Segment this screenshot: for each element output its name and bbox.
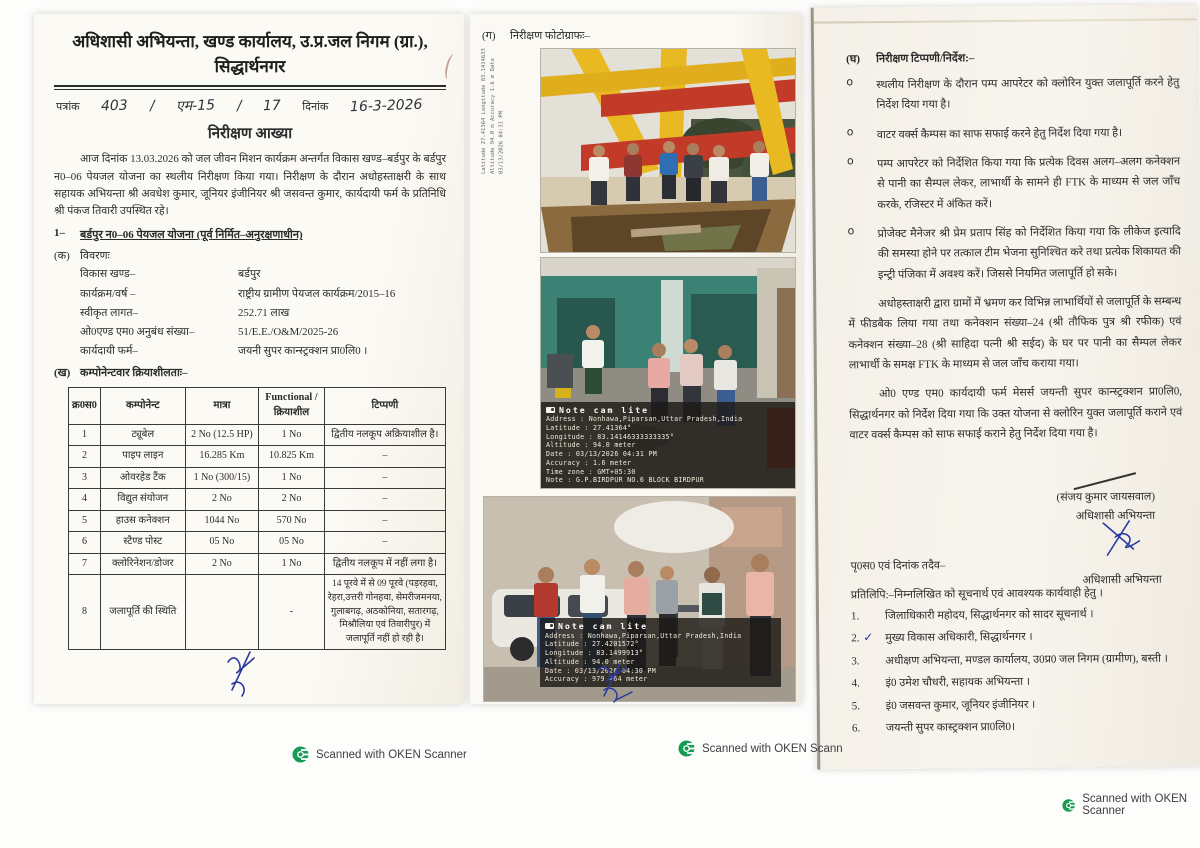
scanner-watermark-page3	[1062, 793, 1200, 817]
copy-item	[851, 628, 1184, 647]
section-c-label: (ग)	[482, 30, 496, 42]
oken-scanner-logo-icon	[1062, 797, 1075, 814]
detail-label: कार्यदायी फर्म–	[80, 345, 138, 358]
firm-directive-paragraph: ओ0 एण्ड एम0 कार्यदायी फर्म मेसर्स जयन्ती सुपर कान्स्ट्रक्शन प्रा0लि0, सिद्धार्थनगर को निर्देश दिया गया कि उक्त योजना से क्लोरिन युक्त जलापूर्ति कराने एवं वाटर वर्क्स कैम्पस को साफ सफाई कराने हेतु निर्देश दिया गया है।	[849, 385, 1183, 442]
table-row: 1 ट्यूबेल 2 No (12.5 HP) 1 No द्वितीय नलकूप अक्रियाशील है।	[69, 424, 446, 446]
scheme-title: बर्डपुर न0–06 पेयजल योजना (पूर्व निर्मित–अनुरक्षणाधीन)	[80, 229, 303, 242]
copy-item	[851, 650, 1184, 669]
scanner-watermark-label: Scanned with OKEN Scann	[702, 742, 843, 755]
detail-value: 252.71 लाख	[238, 306, 290, 319]
signature-ink	[1093, 515, 1149, 565]
detail-row	[80, 343, 446, 359]
section-c-title: निरीक्षण फोटोग्राफः–	[510, 30, 590, 42]
gps-line: Longitude : 83.1499913°	[545, 649, 644, 658]
oken-scanner-logo-icon	[678, 740, 695, 757]
letter-ref-row	[54, 96, 446, 115]
copy-text: जिलाधिकारी महोदय, सिद्धार्थनगर को सादर सूचनार्थ ।	[884, 607, 1094, 622]
signature-ink	[588, 656, 648, 708]
gps-line: Altitude : 94.0 meter	[545, 657, 635, 666]
copy-number: 4.	[851, 677, 860, 690]
gps-overlay-photo3	[540, 618, 781, 687]
signer-name: (संजय कुमार जायसवाल)	[1056, 490, 1156, 504]
bottom-sign-title: अधिशासी अभियन्ता	[1082, 573, 1162, 587]
col-quantity: मात्रा	[185, 388, 258, 425]
col-remark: टिप्पणी	[324, 388, 445, 425]
gps-line: Longitude : 83.14146333333335°	[546, 432, 675, 441]
endorse-line: पृ0स0 एवं दिनांक तदैव–	[850, 559, 946, 572]
section-b-title: कम्पोनेन्टवार क्रियाशीलताः–	[80, 367, 188, 380]
copy-number: 6.	[851, 722, 861, 735]
scanner-watermark-label: Scanned with OKEN Scanner	[316, 748, 467, 761]
copy-text: अधीक्षण अभियन्ता, मण्डल कार्यालय, उ0प्र0 जल निगम (ग्रामीण), बस्ती ।	[885, 652, 1168, 667]
section-a-row	[54, 248, 446, 263]
section-d-label: (घ)	[846, 53, 861, 66]
col-functional: Functional / क्रियाशील	[259, 388, 325, 425]
signer-title: अधिशासी अभियन्ता	[1075, 509, 1156, 523]
date-handwritten: 16-3-2026	[349, 97, 423, 116]
section-d-row	[846, 48, 1179, 66]
gps-line: Address : Nonhawa,Piparsan,Uttar Pradesh,India	[545, 631, 742, 640]
bottom-signature-block	[1082, 515, 1162, 588]
detail-label: विकास खण्ड–	[80, 268, 136, 281]
detail-value: बर्डपुर	[238, 268, 261, 281]
gps-line: Note : G.P.BIRDPUR NO.6 BLOCK BIRDPUR	[546, 476, 704, 485]
scanner-watermark-page1	[292, 746, 467, 763]
feedback-paragraph: अधोहस्ताक्षरी द्वारा ग्रामों में भ्रमण कर विभिन्न लाभार्थियों से जलापूर्ति के सम्बन्ध में फीडबैक लिया गया तथा कनेक्शन संख्या–24 (श्री तौफिक पुत्र श्री रफीक) एवं कनेक्शन संख्या–28 (श्री साहिदा पत्नी श्री सईद) के घर पर पानी का सैम्पल लेकर लाभार्थी के समक्ष FTK के माध्यम से जल जाँच कराया गया।	[848, 295, 1182, 372]
camera-icon	[545, 623, 554, 629]
gps-line: Latitude : 27.4201572°	[545, 640, 639, 649]
copy-text: जयन्ती सुपर कास्ट्रक्शन प्रा0लि0।	[885, 721, 1016, 735]
office-header-line2: सिद्धार्थनगर	[214, 56, 286, 76]
directive-text: स्थलीय निरीक्षण के दौरान पम्प आपरेटर को क्लोरिन युक्त जलापूर्ति करने हेतु निर्देश दिया गया है।	[876, 76, 1180, 112]
photo1-rotated-gps-caption: Latitude 27.41364 Longitude 83.1414633 Altitude 94.0 m Accuracy 1.6 m Date 03/13/2026 04:31 PM	[481, 48, 505, 174]
section-c-row	[470, 14, 802, 43]
copy-number: 5.	[851, 699, 861, 712]
bullet-marker: o	[846, 154, 854, 168]
photo1-scene	[541, 49, 796, 253]
ref-year-handwritten: 17	[262, 97, 281, 115]
detail-row	[80, 305, 446, 321]
bullet-marker: o	[847, 224, 855, 238]
table-row: 3 ओवरहेड टैंक 1 No (300/15) 1 No –	[69, 467, 446, 489]
check-icon: ✓	[863, 630, 874, 645]
table-row: 4 विद्युत संयोजन 2 No 2 No –	[69, 489, 446, 511]
table-header-row	[69, 388, 446, 425]
ref-series-handwritten: एम-15	[175, 97, 216, 115]
gps-line: Date : 03/13/2026 04:31 PM	[546, 450, 658, 459]
document-title: निरीक्षण आख्या	[207, 126, 293, 143]
directive-item	[848, 222, 1182, 286]
table-row: 7 क्लोरिनेशन/डोजर 2 No 1 No द्वितीय नलकूप में नहीं लगा है।	[69, 553, 446, 575]
ref-separator-1: /	[149, 98, 155, 115]
copy-text: इं0 जसवन्त कुमार, जूनियर इंजीनियर ।	[885, 698, 1036, 712]
detail-row	[80, 324, 446, 340]
notecam-title: Note cam lite	[545, 621, 776, 632]
bullet-marker: o	[846, 75, 854, 89]
table-row: 2 पाइप लाइन 16.285 Km 10.825 Km –	[69, 446, 446, 468]
copy-item	[852, 718, 1185, 737]
detail-row	[80, 266, 446, 282]
ref-number-handwritten: 403	[100, 97, 129, 115]
date-label: दिनांक	[302, 101, 329, 114]
header-divider	[54, 85, 446, 90]
scanner-watermark-label: Scanned with OKEN Scanner	[1082, 793, 1188, 817]
table-row: 5 हाउस कनेक्शन 1044 No 570 No –	[69, 510, 446, 532]
report-page-1	[34, 14, 464, 704]
copy-item	[852, 673, 1185, 692]
gps-line: Accuracy : 1.6 meter	[546, 458, 632, 467]
detail-value: 51/E.E./O&M/2025-26	[238, 325, 339, 338]
col-serial: क्र0स0	[69, 388, 101, 425]
camera-icon	[546, 407, 555, 413]
intro-paragraph: आज दिनांक 13.03.2026 को जल जीवन मिशन कार्यक्रम अन्तर्गत विकास खण्ड–बर्डपुर के बर्डपुर न0–06 पेयजल योजना का स्थलीय निरीक्षण किया गया। निरीक्षण के दौरान अधोहस्ताक्षरी के साथ सहायक अभियन्ता श्री अवधेश कुमार, जूनियर इंजीनियर श्री जसवन्त कुमार, कार्यदायी फर्म के प्रतिनिधि श्री पंकज तिवारी उपस्थित रहे।	[54, 153, 446, 218]
section-d-title: निरीक्षण टिप्पणी/निर्देश:–	[876, 52, 975, 66]
office-header-line1: अधिशासी अभियन्ता, खण्ड कार्यालय, उ.प्र.जल निगम (ग्रा.),	[72, 32, 428, 51]
bullet-marker: o	[846, 125, 854, 139]
copy-number: 2. ✓	[851, 630, 874, 645]
gps-line: Accuracy : 979.464 meter	[545, 675, 648, 684]
section-b-label: (ख)	[54, 367, 71, 380]
signature-ink	[214, 644, 284, 704]
report-page-3	[811, 4, 1200, 769]
ref-label: पत्रांक	[56, 101, 80, 114]
scheme-heading	[54, 227, 446, 242]
detail-row	[80, 286, 446, 302]
directive-item	[847, 122, 1180, 145]
directive-text: वाटर वर्क्स कैम्पस का साफ सफाई करने हेतु निर्देश दिया गया है।	[876, 126, 1123, 141]
table-row: 6 स्टैण्ड पोस्ट 05 No 05 No –	[69, 532, 446, 554]
detail-label: स्वीकृत लागत–	[80, 306, 138, 319]
gps-line: Date : 03/13/2026 04:30 PM	[545, 666, 657, 675]
copy-text: इं0 उमेश चौधरी, सहायक अभियन्ता ।	[885, 675, 1031, 690]
scanner-watermark-page2	[678, 740, 843, 757]
notecam-title: Note cam lite	[546, 405, 790, 416]
detail-label: ओ0एण्ड एम0 अनुबंध संख्या–	[80, 325, 195, 338]
gps-line: Address : Nonhawa,Piparsan,Uttar Pradesh,India	[546, 415, 743, 424]
gps-line: Altitude : 94.0 meter	[546, 441, 636, 450]
inspection-photo-overhead-tank	[540, 48, 796, 253]
copy-number: 3.	[851, 654, 860, 667]
gps-overlay-photo2	[541, 402, 795, 488]
detail-value: जयनी सुपर कान्स्ट्रक्शन प्रा0लि0 ।	[238, 345, 368, 358]
directive-text: प्रोजेक्ट मैनेजर श्री प्रेम प्रताप सिंह को निर्देशित किया गया कि लीकेज इत्यादि की समस्या होने पर तत्काल टीम भेजना सुनिश्चित करे तथा प्रत्येक शिकायत की इन्ट्री पंजिका में अवश्य करें। जिससे नियमित जलापूर्ति हो सके।	[877, 225, 1181, 281]
component-status-table	[68, 387, 446, 650]
inspection-photo-waterworks	[540, 257, 796, 489]
directive-item	[847, 152, 1181, 216]
section-a-title: विवरणः	[80, 250, 110, 263]
gps-line: Time zone : GMT+05:30	[546, 467, 636, 476]
copy-heading: प्रतिलिपि:–निम्नलिखित को सूचनार्थ एवं आवश्यक कार्यवाही हेतु ।	[850, 586, 1104, 601]
col-component: कम्पोनेन्ट	[100, 388, 185, 425]
copy-text: मुख्य विकास अधिकारी, सिद्धार्थनगर ।	[885, 630, 1033, 645]
signature-ink	[1074, 472, 1136, 490]
directive-item	[846, 72, 1179, 116]
table-row: 8 जलापूर्ति की स्थिति - 14 पूरवे में से 09 पूरवे (पड़रहवा, रेहरा,उत्तरी गोनहवा, सेमरीजमनया, गुलाबगढ़, अठकोनिया, सतारगढ़, मिश्रौलिया एवं तिवारीपुर) में जलापूर्ति नहीं हो रही है।	[69, 575, 446, 650]
section-b-row	[54, 365, 446, 380]
section-a-label: (क)	[54, 250, 70, 263]
scheme-number: 1–	[54, 227, 65, 240]
detail-label: कार्यक्रम/वर्ष –	[80, 287, 136, 300]
oken-scanner-logo-icon	[292, 746, 309, 763]
gps-line: Latitude : 27.41364°	[546, 424, 632, 433]
directive-text: पम्प आपरेटर को निर्देशित किया गया कि प्रत्येक दिवस अलग–अलग कनेक्शन से पानी का सैम्पल लेकर, लाभार्थी के सामने ही FTK के माध्यम से जल जाँच करके, रजिस्टर में अंकित करें।	[876, 155, 1181, 211]
detail-value: राष्ट्रीय ग्रामीण पेयजल कार्यक्रम/2015–16	[238, 287, 396, 300]
copy-item	[852, 695, 1185, 714]
copy-number: 1.	[850, 609, 860, 622]
copy-item	[851, 605, 1184, 624]
ref-separator-2: /	[236, 98, 242, 115]
office-header	[54, 30, 446, 79]
report-page-2	[470, 14, 802, 704]
